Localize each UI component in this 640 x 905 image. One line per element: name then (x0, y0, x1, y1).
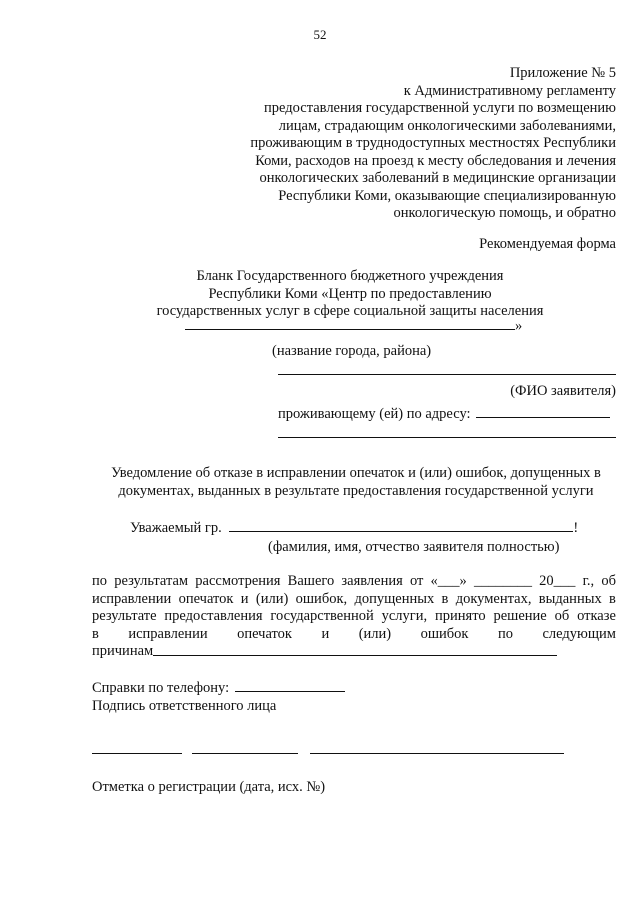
word: по (92, 573, 108, 589)
body-line-3 (92, 608, 616, 626)
address-label: проживающему (ей) по адресу: (278, 406, 471, 422)
letterhead-line: государственных услуг в сфере социальной защиты населения (156, 303, 544, 319)
letterhead-line: Республики Коми «Центр по предоставлению (208, 285, 492, 302)
word: г., (582, 573, 595, 589)
word: документах, (455, 590, 532, 607)
greeting-label: Уважаемый гр. (130, 520, 222, 536)
city-underline[interactable] (185, 317, 515, 330)
word: опечаток (237, 625, 292, 642)
date-year-field[interactable]: 20___ (539, 573, 576, 589)
word: выданных (538, 590, 602, 607)
signature-position-underline[interactable] (92, 753, 182, 754)
recipient-name-underline[interactable] (229, 519, 573, 532)
word: и (321, 625, 330, 642)
city-caption: (название города, района) (272, 343, 432, 359)
appendix-line: онкологических заболеваний в медицинские организации (259, 170, 616, 186)
word: отказе (577, 608, 616, 624)
phone-label: Справки по телефону: (92, 680, 230, 696)
word: решение (493, 608, 547, 624)
word: в (92, 625, 99, 642)
appendix-line: Коми, расходов на проезд к месту обследования и лечения (255, 152, 616, 169)
notice-body (92, 573, 616, 661)
word: услуги, (381, 608, 428, 624)
address-underline[interactable] (476, 405, 610, 418)
word: исправлении (92, 590, 172, 607)
date-month-field[interactable]: ________ (473, 573, 532, 589)
fio-caption: (ФИО заявителя) (510, 383, 616, 399)
word: заявления (341, 573, 403, 589)
reasons-underline[interactable] (153, 643, 557, 656)
appendix-line: онкологическую помощь, и обратно (393, 205, 616, 221)
greeting-caption: (фамилия, имя, отчество заявителя полностью) (268, 539, 560, 555)
address-underline-2[interactable] (278, 437, 616, 438)
word: об (554, 608, 570, 624)
body-line-4 (92, 626, 616, 644)
word: в (441, 590, 449, 607)
closing-quote: » (515, 318, 523, 334)
city-field[interactable] (185, 317, 522, 335)
phone-underline[interactable] (235, 679, 345, 692)
word: об (601, 573, 616, 589)
word: результатам (114, 573, 189, 589)
word: рассмотрения (195, 573, 281, 589)
word: Вашего (287, 573, 335, 589)
phone-field[interactable] (92, 679, 345, 697)
title-line: Уведомление об отказе в исправлении опечаток и (или) ошибок, допущенных в (111, 465, 601, 481)
word: ошибок, (295, 590, 348, 607)
body-line-5[interactable] (92, 643, 616, 661)
notice-title (92, 465, 620, 500)
body-line-2 (92, 591, 616, 609)
page-number: 52 (313, 27, 327, 42)
reasons-label: причинам (92, 643, 154, 659)
word: допущенных (354, 590, 435, 607)
date-day-field[interactable]: «___» (430, 573, 467, 589)
recommended-form-label: Рекомендуемая форма (479, 236, 616, 252)
word: ошибок (420, 625, 469, 642)
title-line: документах, выданных в результате предоставления государственной услуги (118, 482, 594, 499)
word: от (409, 573, 424, 589)
word: (или) (255, 590, 289, 607)
letterhead-line: Бланк Государственного бюджетного учреждения (196, 268, 504, 284)
address-field[interactable] (278, 405, 610, 423)
appendix-line: проживающим в труднодоступных местностях Республики (250, 135, 616, 151)
appendix-line: лицам, страдающим онкологическими заболеваниями, (278, 117, 616, 134)
word: результате (92, 608, 157, 624)
appendix-line: к Административному регламенту (403, 82, 616, 99)
word: опечаток (178, 590, 234, 607)
letterhead-block (130, 268, 570, 321)
appendix-line: предоставления государственной услуги по возмещению (264, 100, 616, 116)
word: следующим (542, 625, 616, 642)
greeting-exclamation: ! (573, 520, 579, 536)
greeting-line[interactable] (130, 519, 578, 537)
appendix-line: Приложение № 5 (509, 65, 616, 81)
body-line-1 (92, 573, 616, 591)
signature-name-underline[interactable] (310, 753, 564, 754)
registration-label: Отметка о регистрации (дата, исх. №) (92, 779, 326, 795)
word: исправлении (128, 625, 208, 642)
fio-underline[interactable] (278, 374, 616, 375)
word: государственной (270, 608, 374, 624)
word: и (240, 590, 249, 607)
signature-underline[interactable] (192, 753, 298, 754)
word: в (609, 590, 616, 607)
appendix-header (216, 65, 616, 223)
word: (или) (358, 625, 392, 642)
appendix-line: Республики Коми, оказывающие специализированную (278, 187, 616, 204)
word: предоставления (164, 608, 263, 624)
signature-label: Подпись ответственного лица (92, 698, 277, 714)
word: по (497, 625, 513, 642)
word: принято (435, 608, 486, 624)
